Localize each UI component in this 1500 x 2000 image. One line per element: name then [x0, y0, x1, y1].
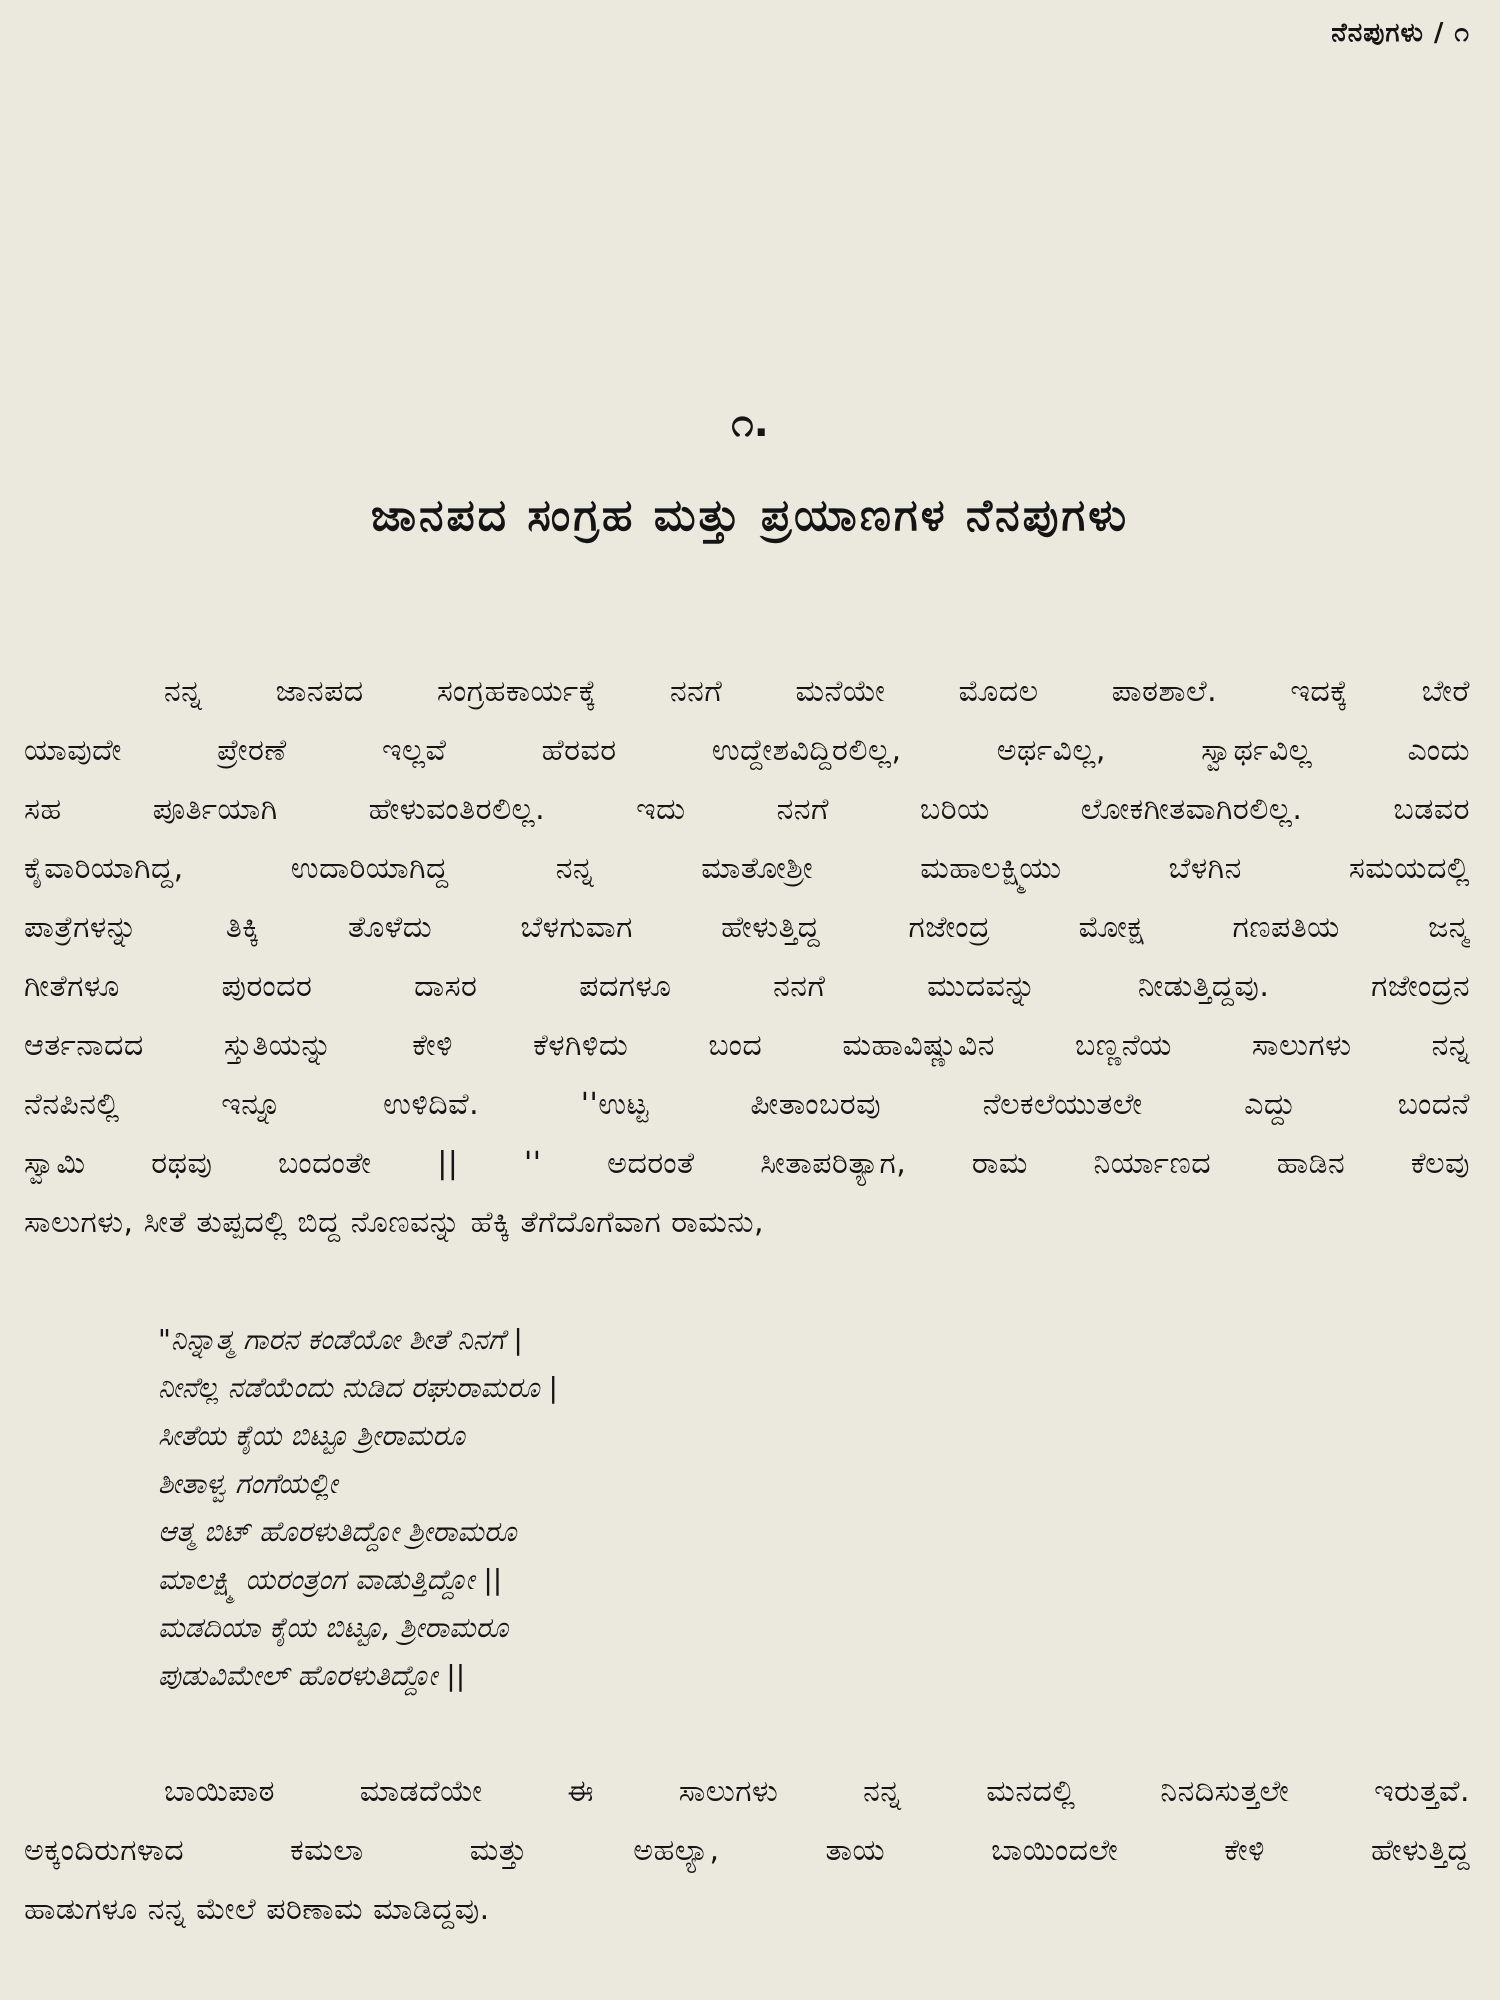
chapter-number: ೧.: [731, 400, 769, 446]
poem-line: ಶೀತಾಳ್ವ ಗಂಗೆಯಲ್ಲೀ: [158, 1467, 338, 1500]
text-line: ಆರ್ತನಾದದ ಸ್ತುತಿಯನ್ನು ಕೇಳಿ ಕೆಳಗಿಳಿದು ಬಂದ ಮಹಾವಿಷ್ಣುವಿನ ಬಣ್ಣನೆಯ ಸಾಲುಗಳು ನನ್ನ: [24, 1028, 1470, 1063]
text-line: ಸಹ ಪೂರ್ತಿಯಾಗಿ ಹೇಳುವಂತಿರಲಿಲ್ಲ. ಇದು ನನಗೆ ಬರಿಯ ಲೋಕಗೀತವಾಗಿರಲಿಲ್ಲ. ಬಡವರ: [24, 792, 1470, 827]
text-line: ಸ್ವಾಮಿ ರಥವು ಬಂದಂತೇ || '' ಅದರಂತೆ ಸೀತಾಪರಿತ್ಯಾಗ, ರಾಮ ನಿರ್ಯಾಣದ ಹಾಡಿನ ಕೆಲವು: [24, 1146, 1470, 1181]
text-line: ನನ್ನ ಜಾನಪದ ಸಂಗ್ರಹಕಾರ್ಯಕ್ಕೆ ನನಗೆ ಮನೆಯೇ ಮೊದಲ ಪಾಠಶಾಲೆ. ಇದಕ್ಕೆ ಬೇರೆ: [164, 674, 1470, 709]
poem-line: ಪುಡುವಿಮೇಲ್ ಹೊರಳುತಿದ್ದೋ ||: [158, 1659, 466, 1692]
text-line: ಯಾವುದೇ ಪ್ರೇರಣೆ ಇಲ್ಲವೆ ಹೆರವರ ಉದ್ದೇಶವಿದ್ದಿರಲಿಲ್ಲ, ಅರ್ಥವಿಲ್ಲ, ಸ್ವಾರ್ಥವಿಲ್ಲ ಎಂದು: [24, 733, 1470, 768]
text-line: ಪಾತ್ರೆಗಳನ್ನು ತಿಕ್ಕಿ ತೊಳೆದು ಬೆಳಗುವಾಗ ಹೇಳುತ್ತಿದ್ದ ಗಜೇಂದ್ರ ಮೋಕ್ಷ ಗಣಪತಿಯ ಜನ್ಮ: [24, 910, 1470, 945]
text-line: ನೆನಪಿನಲ್ಲಿ ಇನ್ನೂ ಉಳಿದಿವೆ. ''ಉಟ್ಟ ಪೀತಾಂಬರವು ನೆಲಕಲೆಯುತಲೇ ಎದ್ದು ಬಂದನೆ: [24, 1087, 1470, 1122]
poem-line: "ನಿನ್ನಾತ್ಮ ಗಾರನ ಕಂಡೆಯೋ ಶೀತೆ ನಿನಗೆ |: [158, 1323, 523, 1356]
text-line: ಸಾಲುಗಳು, ಸೀತೆ ತುಪ್ಪದಲ್ಲಿ ಬಿದ್ದ ನೊಣವನ್ನು ಹೆಕ್ಕಿ ತೆಗೆದೊಗೆವಾಗ ರಾಮನು,: [24, 1205, 765, 1240]
poem-line: ಆತ್ಮ ಬಿಟ್ ಹೊರಳುತಿದ್ದೋ ಶ್ರೀರಾಮರೂ: [158, 1515, 517, 1548]
paragraph-1: [24, 662, 1470, 1252]
running-header: ನೆನಪುಗಳು / ೧: [1331, 18, 1470, 48]
chapter-title: ಜಾನಪದ ಸಂಗ್ರಹ ಮತ್ತು ಪ್ರಯಾಣಗಳ ನೆನಪುಗಳು: [370, 490, 1130, 541]
text-line: ಹಾಡುಗಳೂ ನನ್ನ ಮೇಲೆ ಪರಿಣಾಮ ಮಾಡಿದ್ದವು.: [24, 1892, 490, 1927]
poem-line: ಮಡದಿಯಾ ಕೈಯ ಬಿಟ್ಟೂ, ಶ್ರೀರಾಮರೂ: [158, 1611, 509, 1644]
poem-block: [158, 1316, 1258, 1700]
poem-line: ನೀನೆಲ್ಲ ನಡೆಯೆಂದು ನುಡಿದ ರಘುರಾಮರೂ |: [158, 1371, 558, 1404]
text-line: ಕೈವಾರಿಯಾಗಿದ್ದ, ಉದಾರಿಯಾಗಿದ್ದ ನನ್ನ ಮಾತೋಶ್ರೀ ಮಹಾಲಕ್ಷ್ಮಿಯು ಬೆಳಗಿನ ಸಮಯದಲ್ಲಿ: [24, 851, 1470, 886]
poem-line: ಸೀತೆಯ ಕೈಯ ಬಿಟ್ಟೂ ಶ್ರೀರಾಮರೂ: [158, 1419, 465, 1452]
paragraph-2: [24, 1762, 1470, 1939]
text-line: ಗೀತೆಗಳೂ ಪುರಂದರ ದಾಸರ ಪದಗಳೂ ನನಗೆ ಮುದವನ್ನು ನೀಡುತ್ತಿದ್ದವು. ಗಜೇಂದ್ರನ: [24, 969, 1470, 1004]
text-line: ಅಕ್ಕಂದಿರುಗಳಾದ ಕಮಲಾ ಮತ್ತು ಅಹಲ್ಯಾ, ತಾಯ ಬಾಯಿಂದಲೇ ಕೇಳಿ ಹೇಳುತ್ತಿದ್ದ: [24, 1833, 1470, 1868]
poem-line: ಮಾಲಕ್ಷ್ಮಿ ಯರಂತ್ರಂಗ ವಾಡುತ್ತಿದ್ದೋ ||: [158, 1563, 503, 1596]
text-line: ಬಾಯಿಪಾಠ ಮಾಡದೆಯೇ ಈ ಸಾಲುಗಳು ನನ್ನ ಮನದಲ್ಲಿ ನಿನದಿಸುತ್ತಲೇ ಇರುತ್ತವೆ.: [164, 1774, 1470, 1809]
